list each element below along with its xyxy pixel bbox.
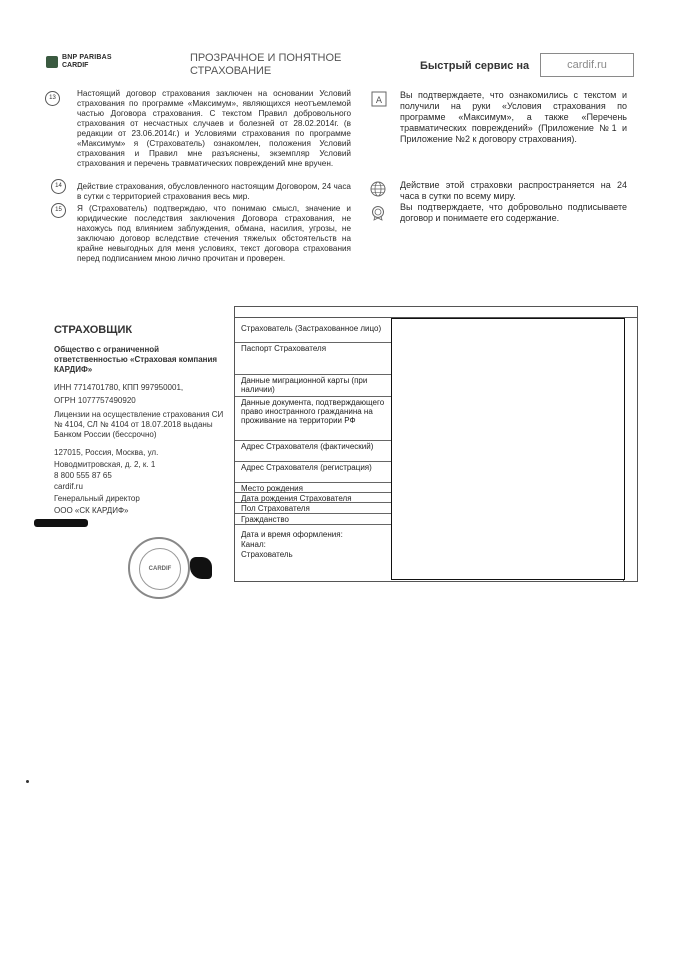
fast-service-label: Быстрый сервис на <box>420 60 530 72</box>
form-row-actual-address: Адрес Страхователя (фактический) <box>235 441 391 462</box>
table-top-strip <box>235 307 637 318</box>
insurer-site: cardif.ru <box>54 482 83 491</box>
logo-line1: BNP PARIBAS <box>62 54 112 61</box>
clause-15-text: Я (Страхователь) подтверждаю, что понимаю смысл, значение и юридические последствия заключения Договора страхования, не нахожусь под влиянием заблуждения, обмана, насилия, угрозы, не заключаю договор вследствие стечения тяжелых обстоятельств на крайне невыгодных для меня условиях, текст договора страхования перед подписанием мною лично прочитан и проверен. <box>77 204 351 263</box>
insurer-ogrn: ОГРН 1077757490920 <box>54 396 136 405</box>
globe-icon <box>370 181 386 197</box>
note-worldwide-text: Действие этой страховки распространяется на 24 часа в сутки по всему миру. <box>400 180 627 201</box>
insurer-address: 127015, Россия, Москва, ул. Новодмитровская, д. 2, к. 1 <box>54 448 159 469</box>
stamp-text: CARDIF <box>139 548 181 590</box>
company-stamp <box>128 537 190 599</box>
cardif-site-link[interactable]: cardif.ru <box>540 53 634 77</box>
logo-mark-icon <box>46 56 58 68</box>
bnp-paribas-cardif-logo <box>46 54 146 74</box>
svg-text:A: A <box>375 96 383 106</box>
header-title: ПРОЗРАЧНОЕ И ПОНЯТНОЕ СТРАХОВАНИЕ <box>190 52 342 77</box>
form-row-birthplace: Место рождения <box>235 483 391 493</box>
form-row-citizenship: Гражданство <box>235 514 391 525</box>
form-row-residence-document: Данные документа, подтверждающего право иностранного гражданина на проживание на территории РФ <box>235 397 391 441</box>
form-row-signature: Страхователь <box>241 550 293 559</box>
form-row-issue-date: Дата и время оформления: <box>241 530 343 539</box>
insurer-name: Общество с ограниченной ответственностью «Страховая компания КАРДИФ» <box>54 345 218 374</box>
logo-line2: CARDIF <box>62 62 89 69</box>
director-label: Генеральный директор <box>54 494 140 503</box>
document-icon <box>371 91 387 107</box>
clause-13-text: Настоящий договор страхования заключен на основании Условий страхования по программе «Максимум», являющихся неотъемлемой частью Договора страхования. С текстом Правил добровольного страхования от несчастных случаев и болезней от 28.02.2014г. (в редакции от 23.06.2014г.) и Условиями страхования по программе «Максимум» я (Страхователь) ознакомлен, положения Условий страхования и Правил мне разъяснены, экземпляр Условий страхования и перечень травматических повреждений мне вручен. <box>77 89 351 168</box>
redacted-signature-bar <box>34 519 88 527</box>
insurer-inn: ИНН 7714701780, КПП 997950001, <box>54 383 184 392</box>
clause-number-13: 13 <box>45 91 60 106</box>
clause-14-text: Действие страхования, обусловленного настоящим Договором, 24 часа в сутки с территорией страхования весь мир. <box>77 182 351 201</box>
insurer-title: СТРАХОВЩИК <box>54 324 133 336</box>
form-row-policyholder: Страхователь (Застрахованное лицо) <box>235 323 391 343</box>
form-row-channel: Канал: <box>241 540 266 549</box>
clause-number-15: 15 <box>51 203 66 218</box>
note-conditions-text: Вы подтверждаете, что ознакомились с текстом и получили на руки «Условия страхования по программе «Максимум», а также «Перечень травматических повреждений» (Приложение №1 и Приложение №2 к договору страхования). <box>400 90 627 144</box>
form-row-passport: Паспорт Страхователя <box>235 343 391 375</box>
company-short-name: ООО «СК КАРДИФ» <box>54 506 129 515</box>
form-row-registration-address: Адрес Страхователя (регистрация) <box>235 462 391 483</box>
insurer-license: Лицензии на осуществление страхования СИ № 4104, СЛ № 4104 от 18.07.2018 выданы Банком России (бессрочно) <box>54 410 224 439</box>
scan-speck <box>26 780 29 783</box>
medal-icon <box>370 205 386 221</box>
form-row-birthdate: Дата рождения Страхователя <box>235 493 391 503</box>
form-row-gender: Пол Страхователя <box>235 503 391 514</box>
clause-number-14: 14 <box>51 179 66 194</box>
form-row-migration-card: Данные миграционной карты (при наличии) <box>235 375 391 397</box>
note-voluntary-text: Вы подтверждаете, что добровольно подписываете договор и понимаете его содержание. <box>400 202 627 223</box>
insurer-phone: 8 800 555 87 65 <box>54 471 112 480</box>
handwritten-signature <box>190 557 212 579</box>
redacted-data-area <box>391 318 625 580</box>
